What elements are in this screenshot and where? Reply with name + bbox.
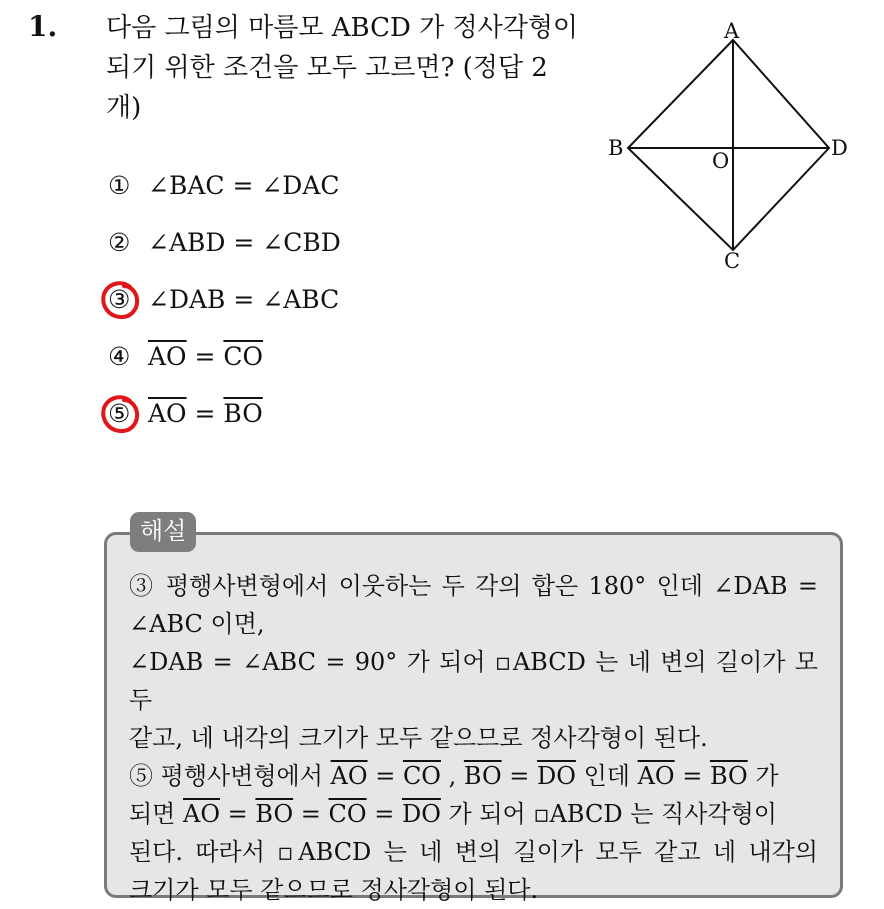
rhombus-diagram <box>606 18 856 270</box>
equals-sign: = <box>186 342 224 371</box>
equals-sign: = <box>186 399 224 428</box>
solution-line: ∠ABC 이면, <box>129 610 265 638</box>
text-segment: ⑤ 평행사변형에서 <box>129 762 331 790</box>
option-left: ∠BAC <box>148 171 225 200</box>
text-segment: , <box>440 762 464 790</box>
text-segment: 되면 <box>129 800 183 828</box>
equals-sign: = <box>367 762 403 790</box>
segment-co: $\overline{CO}$ <box>328 800 367 828</box>
equals-sign: = <box>293 800 329 828</box>
question-number: 1. <box>28 10 58 43</box>
vertex-label-d: D <box>831 136 848 160</box>
option-left: $\overline{AO}$ <box>148 342 187 371</box>
option-number: ④ <box>108 342 131 371</box>
solution-line: ∠DAB = ∠ABC = 90° 가 되어 ▫ABCD 는 네 변의 길이가 모두 <box>129 648 818 714</box>
option-3[interactable] <box>108 278 341 335</box>
option-number: ⑤ <box>108 399 131 428</box>
option-left: ∠ABD <box>148 228 226 257</box>
segment-ao: $\overline{AO}$ <box>183 800 221 828</box>
equals-sign: = <box>366 800 402 828</box>
solution-line: 크기가 모두 같으므로 정사각형이 된다. <box>129 876 539 904</box>
option-2[interactable] <box>108 221 341 278</box>
equals-sign: = <box>224 171 262 200</box>
vertex-label-o: O <box>712 149 730 173</box>
option-right: ∠DAC <box>261 171 340 200</box>
option-right: $\overline{BO}$ <box>223 399 263 428</box>
option-right: ∠ABC <box>262 285 340 314</box>
option-number: ① <box>108 171 131 200</box>
option-right: $\overline{CO}$ <box>223 342 264 371</box>
vertex-label-b: B <box>608 136 624 160</box>
question-text: 다음 그림의 마름모 ABCD 가 정사각형이 되기 위한 조건을 모두 고르면? (정답 2 개) <box>106 13 579 123</box>
solution-line-5 <box>129 757 818 795</box>
segment-bo: $\overline{BO}$ <box>709 762 748 790</box>
solution-line: ③ 평행사변형에서 이웃하는 두 각의 합은 180° 인데 ∠DAB = <box>129 572 818 600</box>
vertex-label-a: A <box>724 19 740 43</box>
equals-sign: = <box>225 285 263 314</box>
option-left: ∠DAB <box>148 285 226 314</box>
option-number: ③ <box>108 285 131 314</box>
rhombus-outline <box>628 40 829 250</box>
equals-sign: = <box>220 800 256 828</box>
text-segment: 가 <box>747 762 779 790</box>
vertex-label-c: C <box>724 249 741 270</box>
segment-ao: $\overline{AO}$ <box>637 762 675 790</box>
segment-do: $\overline{DO}$ <box>401 800 441 828</box>
segment-ao: $\overline{AO}$ <box>330 762 368 790</box>
text-segment: 가 되어 ▫ABCD 는 직사각형이 <box>440 800 777 828</box>
solution-line-6 <box>129 795 818 833</box>
solution-label: 해설 <box>130 512 196 552</box>
segment-do: $\overline{DO}$ <box>537 762 576 790</box>
option-right: ∠CBD <box>262 228 341 257</box>
solution-line: 같고, 네 내각의 크기가 모두 같으므로 정사각형이 된다. <box>129 724 708 752</box>
text-segment: 인데 <box>575 762 638 790</box>
option-1[interactable] <box>108 164 341 221</box>
segment-co: $\overline{CO}$ <box>402 762 441 790</box>
answer-options <box>108 164 341 449</box>
equals-sign: = <box>501 762 538 790</box>
option-left: $\overline{AO}$ <box>148 399 187 428</box>
option-4[interactable] <box>108 335 341 392</box>
option-5[interactable] <box>108 392 341 449</box>
solution-box <box>104 532 843 904</box>
equals-sign: = <box>225 228 263 257</box>
segment-bo: $\overline{BO}$ <box>255 800 294 828</box>
solution-line: 된다. 따라서 ▫ABCD 는 네 변의 길이가 모두 같고 네 내각의 <box>129 838 818 866</box>
option-number: ② <box>108 228 131 257</box>
segment-bo: $\overline{BO}$ <box>463 762 502 790</box>
equals-sign: = <box>674 762 710 790</box>
